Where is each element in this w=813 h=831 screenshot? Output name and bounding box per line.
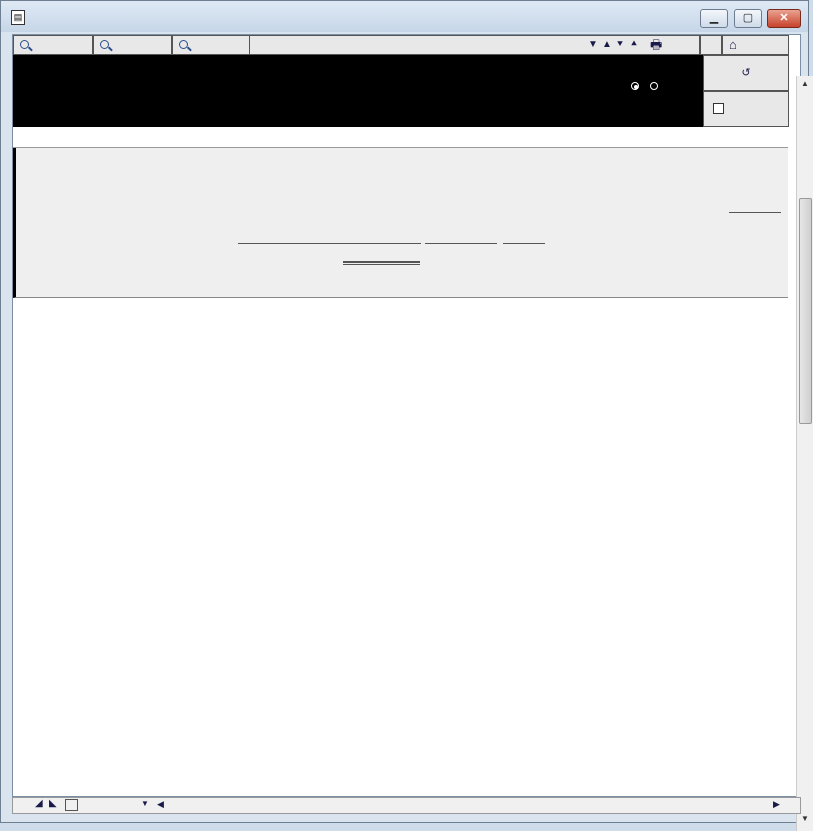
previous-record-icon[interactable]: ▲ (602, 39, 612, 50)
summary-tax-value (343, 261, 420, 265)
phase-button[interactable] (172, 35, 250, 55)
document-icon: ▤ (11, 10, 25, 25)
home-button[interactable] (722, 35, 789, 55)
maximize-button[interactable]: ▢ (734, 9, 762, 28)
next-page-icon[interactable]: ⯆ (616, 39, 624, 50)
help-button[interactable] (700, 35, 722, 55)
minimize-button[interactable]: ▁ (700, 9, 728, 28)
printer-icon[interactable]: 🖶 (650, 37, 663, 52)
status-bar (12, 797, 801, 814)
scroll-right-icon[interactable]: ▶ (773, 799, 780, 809)
first-page-icon[interactable]: ⯅ (630, 39, 638, 50)
zoom-in-icon[interactable]: ◣ (49, 798, 57, 809)
tax-no-radio[interactable] (650, 82, 658, 90)
summary-gp-rule (503, 243, 545, 244)
done-button[interactable] (703, 55, 789, 91)
summary-total-rule (238, 243, 421, 244)
magnifier-icon (20, 40, 29, 49)
magnifier-icon (179, 40, 188, 49)
scroll-left-icon[interactable]: ◀ (157, 799, 164, 809)
client-mode-toggle[interactable] (703, 91, 789, 127)
report-header (249, 35, 700, 55)
tax-radio-group (631, 81, 660, 91)
mode-dropdown-icon[interactable]: ▼ (141, 799, 149, 808)
vertical-scrollbar[interactable] (796, 76, 813, 831)
summary-section (13, 148, 788, 298)
next-record-icon[interactable]: ▼ (588, 39, 598, 50)
client-mode-checkbox[interactable] (713, 103, 724, 114)
tax-yes-radio[interactable] (631, 82, 639, 90)
close-button[interactable]: ✕ (767, 9, 801, 28)
zoom-out-icon[interactable]: ◢ (35, 798, 43, 809)
scroll-down-icon[interactable]: ▼ (801, 814, 809, 823)
layout-area (12, 34, 809, 823)
title-bar (1, 1, 808, 32)
area-button[interactable] (93, 35, 172, 55)
scrollbar-thumb[interactable] (799, 198, 812, 424)
fees-total-rule (729, 212, 781, 213)
status-toggle-icon[interactable] (65, 799, 78, 811)
proposal-banner (13, 55, 703, 127)
summary-cost-rule (425, 243, 497, 244)
return-icon: ↺ (741, 67, 751, 79)
scroll-up-icon[interactable]: ▲ (801, 79, 809, 88)
home-icon: ⌂ (729, 37, 737, 52)
discipline-button[interactable] (13, 35, 93, 55)
magnifier-icon (100, 40, 109, 49)
